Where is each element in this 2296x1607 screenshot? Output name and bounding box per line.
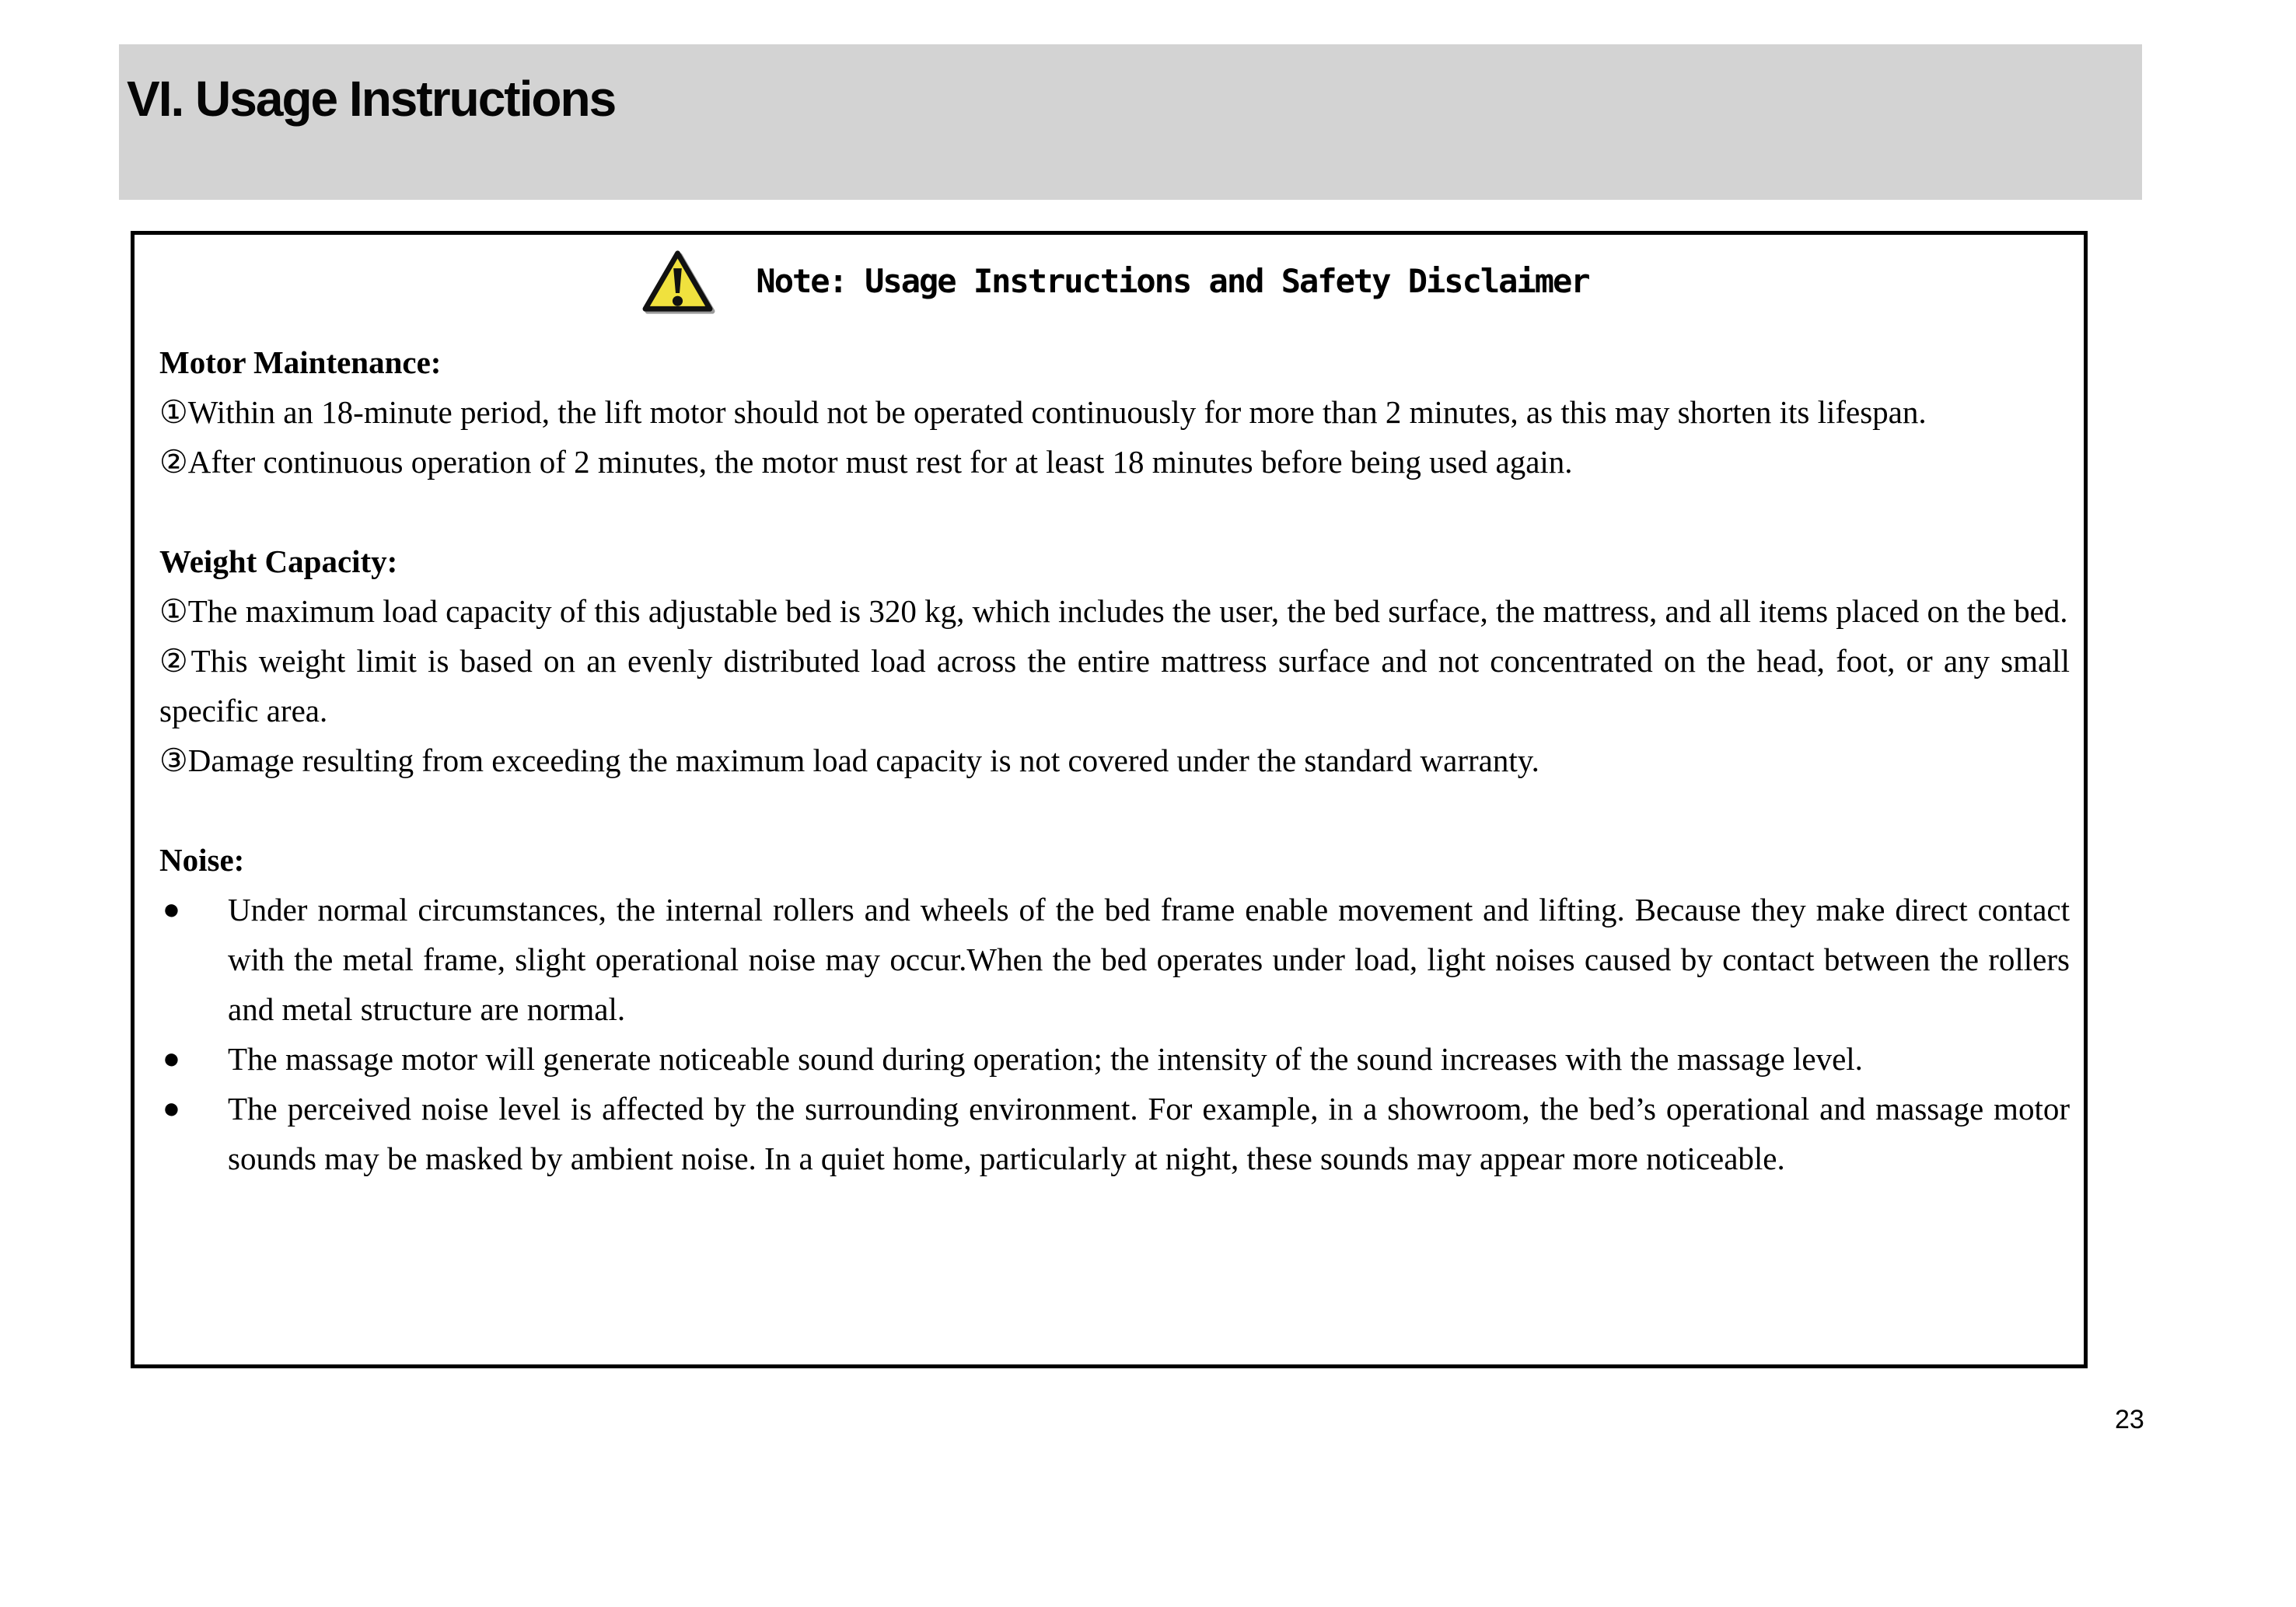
instruction-item: ①Within an 18-minute period, the lift motor should not be operated continuously for more than 2 minutes, as this may shorten its lifespan. — [159, 394, 1927, 430]
list-item-text: The perceived noise level is affected by the surrounding environment. For example, in a showroom, the bed’s operational and massage motor sounds may be masked by ambient noise. In a quiet home, particularly at night, these sounds may appear more noticeable. — [228, 1091, 2070, 1176]
section-header-bar — [119, 44, 2142, 200]
list-item — [159, 1084, 2070, 1183]
section-weight-capacity — [159, 536, 2070, 785]
section-noise — [159, 835, 2070, 1183]
section-heading: Noise: — [159, 842, 245, 878]
list-item-text: Under normal circumstances, the internal rollers and wheels of the bed frame enable movement and lifting. Because they make direct contact with the metal frame, slight operational noise may occur.When the bed operates under load, light noises caused by contact between the rollers and metal structure are normal. — [228, 892, 2070, 1027]
page-number: 23 — [2115, 1405, 2144, 1434]
section-motor-maintenance — [159, 337, 2070, 487]
note-box — [131, 231, 2088, 1368]
list-item-text: The massage motor will generate noticeable sound during operation; the intensity of the sound increases with the massage level. — [228, 1041, 1863, 1077]
instruction-item: ②This weight limit is based on an evenly distributed load across the entire mattress surface and not concentrated on the head, foot, or any small specific area. — [159, 643, 2070, 728]
instruction-item: ③Damage resulting from exceeding the maximum load capacity is not covered under the standard warranty. — [159, 742, 1539, 778]
bullet-icon: ● — [163, 893, 180, 926]
section-heading: Motor Maintenance: — [159, 344, 442, 380]
instruction-item: ①The maximum load capacity of this adjustable bed is 320 kg, which includes the user, the bed surface, the mattress, and all items placed on the bed. — [159, 593, 2068, 629]
section-heading: Weight Capacity: — [159, 543, 398, 579]
bullet-icon: ● — [163, 1043, 180, 1075]
page-title: VI. Usage Instructions — [127, 71, 616, 127]
warning-triangle-icon — [640, 248, 715, 316]
note-label: Note: Usage Instructions and Safety Disclaimer — [756, 262, 1589, 300]
bullet-icon: ● — [163, 1092, 180, 1125]
note-header — [159, 246, 2070, 317]
list-item — [159, 885, 2070, 1034]
instruction-item: ②After continuous operation of 2 minutes, the motor must rest for at least 18 minutes before being used again. — [159, 444, 1573, 480]
list-item — [159, 1034, 2070, 1084]
noise-bullet-list — [159, 885, 2070, 1183]
